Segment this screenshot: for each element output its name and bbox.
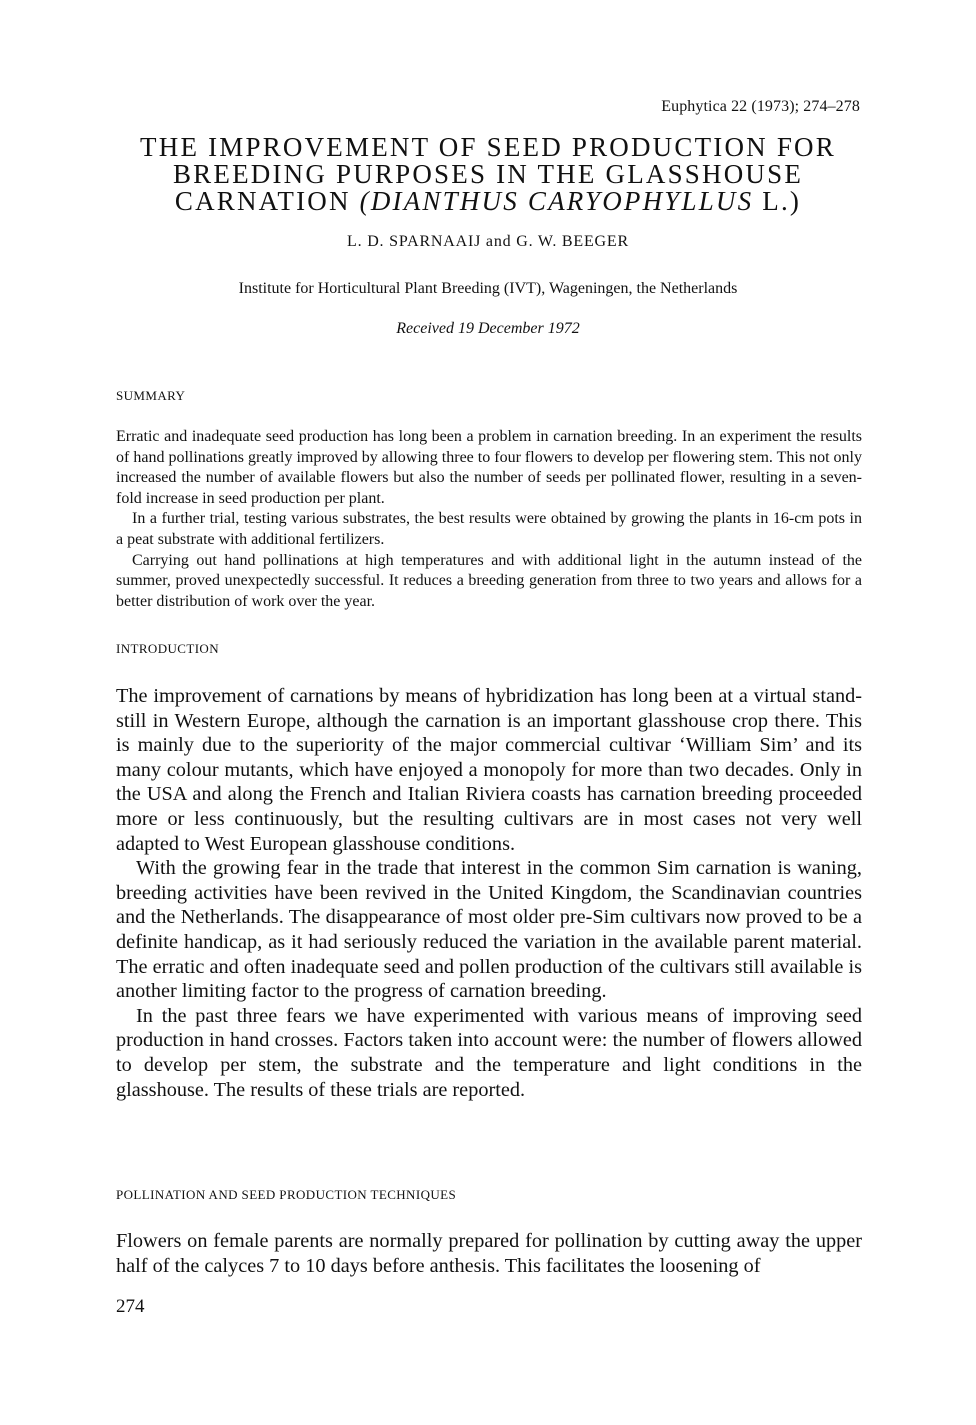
title-line-2: BREEDING PURPOSES IN THE GLASSHOUSE: [172, 159, 804, 189]
summary-paragraph: In a further trial, testing various substrates, the best results were obtained by growing the plants in 16-cm pots in a peat substrate with additional fertilizers.: [116, 510, 862, 548]
article-title: [110, 134, 866, 215]
summary-paragraph: Erratic and inadequate seed production has long been a problem in carnation breeding. In an experiment the results of hand pollinations greatly improved by allowing three to four flowers to develop per flowering stem. This not only increased the number of available flowers but also the number of seeds per pollinated flower, resulting in a seven-fold increase in seed production per plant.: [116, 428, 862, 507]
body-paragraph: With the growing fear in the trade that interest in the common Sim carnation is waning, breeding activities have been revived in the United Kingdom, the Scandinavian countries and the Netherlands. The disappearance of most older pre-Sim cultivars now proved to be a definite handicap, as it had seriously reduced the variation in the available parent material. The erratic and often inadequate seed and pollen production of the cultivars still available is another limiting factor to the progress of carnation breeding.: [116, 857, 862, 1003]
summary-paragraph: Carrying out hand pollinations at high temperatures and with additional light in the autumn instead of the summer, proved unexpectedly successful. It reduces a breeding generation from three to two years and allows for a better distribution of work over the year.: [116, 551, 862, 610]
body-paragraph: Flowers on female parents are normally prepared for pollination by cutting away the upper half of the calyces 7 to 10 days before anthesis. This facilitates the loosening of: [116, 1230, 862, 1277]
introduction-section: [116, 684, 862, 1102]
page-number: 274: [116, 1296, 145, 1317]
title-species-name: (DIANTHUS CARYOPHYLLUS: [359, 186, 754, 216]
journal-citation: Euphytica 22 (1973); 274–278: [661, 98, 860, 115]
title-line-3-suffix: L.): [753, 186, 802, 216]
received-date: Received 19 December 1972: [396, 320, 580, 337]
body-paragraph: The improvement of carnations by means of hybridization has long been at a virtual stand-still in Western Europe, although the carnation is an important glasshouse crop there. This is mainly due to the superiority of the major commercial cultivar ‘William Sim’ and its many colour mutants, which have enjoyed a monopoly for more than two decades. Only in the USA and along the French and Italian Riviera coasts has carnation breeding proceeded more or less continuously, but the resulting cultivars are in most cases not very well adapted to West European glasshouse conditions.: [116, 685, 862, 855]
authors: L. D. SPARNAAIJ and G. W. BEEGER: [347, 233, 629, 250]
pollination-heading: POLLINATION AND SEED PRODUCTION TECHNIQUES: [116, 1187, 457, 1202]
affiliation: Institute for Horticultural Plant Breeding (IVT), Wageningen, the Netherlands: [238, 280, 738, 297]
introduction-heading: INTRODUCTION: [116, 641, 220, 656]
title-line-1: THE IMPROVEMENT OF SEED PRODUCTION FOR: [140, 132, 836, 162]
summary-section: [116, 427, 862, 612]
title-line-3-prefix: CARNATION: [174, 186, 360, 216]
body-paragraph: In the past three fears we have experimented with various means of improving seed production in hand crosses. Factors taken into account were: the number of flowers allowed to develop per stem, the substrate and the temperature and light conditions in the glasshouse. The results of these trials are reported.: [116, 1004, 862, 1101]
pollination-section: [116, 1229, 862, 1278]
summary-heading: SUMMARY: [116, 388, 186, 403]
title-line-3: [110, 188, 866, 215]
